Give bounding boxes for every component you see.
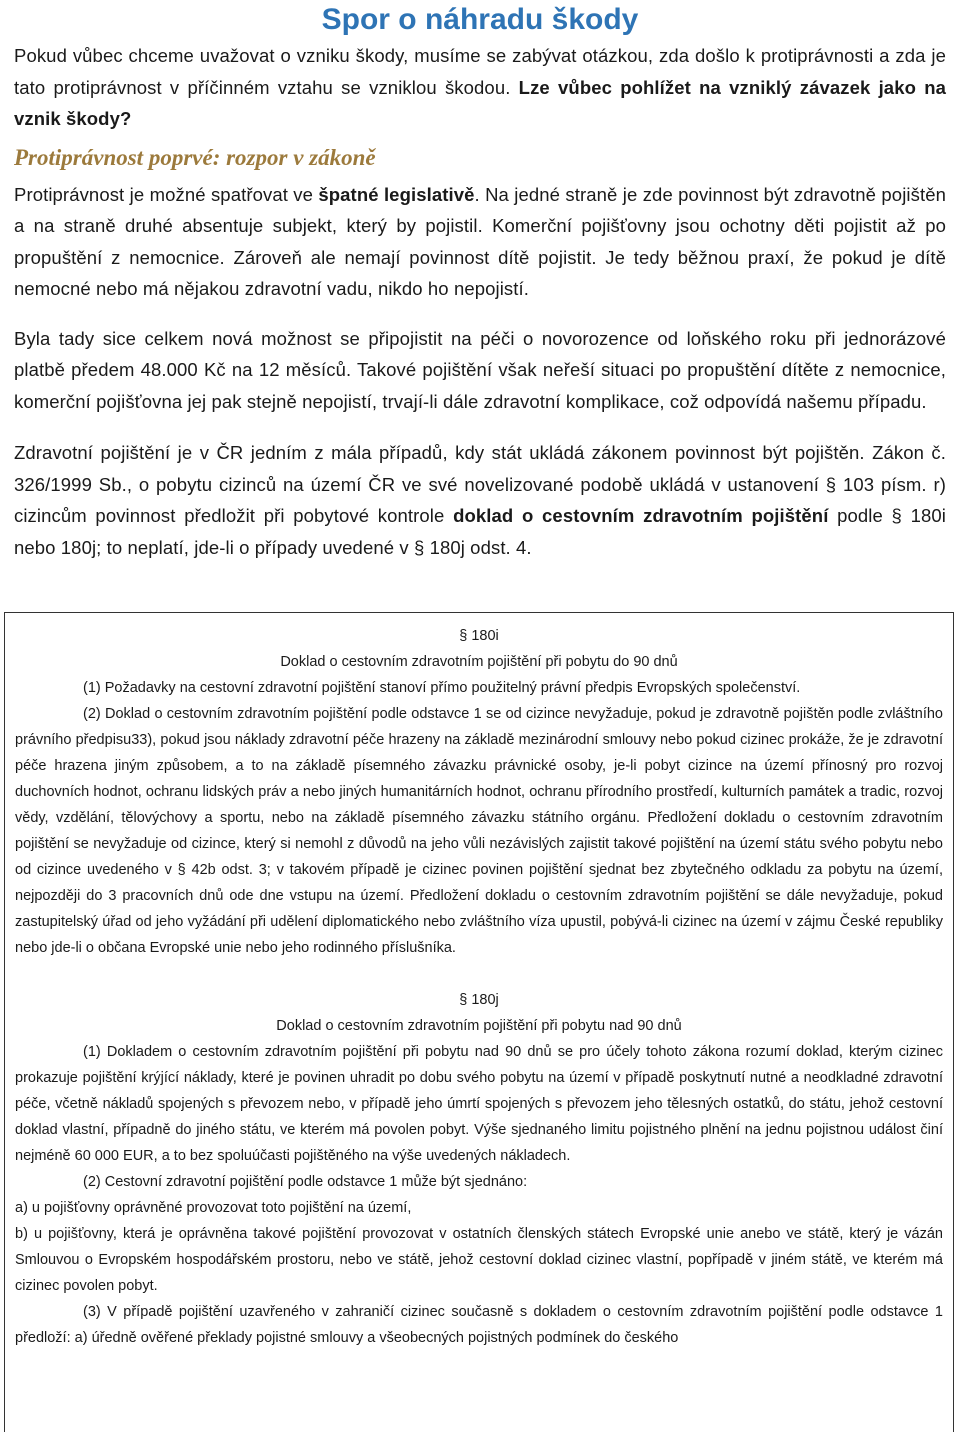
law-ref-part1: Zdravotní pojištění je v ČR jedním z mála případů, kdy stát ukládá zákonem povinnost být pojištěn. Zákon č. 326/1999 Sb., o pobytu cizinců na území ČR ve své novelizované podobě ukládá v ustanovení § 103 písm. r) cizincům povinnost předložit při pobytové kontrole	[14, 442, 946, 526]
section-180j-p1: (1) Dokladem o cestovním zdravotním pojištění při pobytu nad 90 dnů se pro účely tohoto zákona rozumí doklad, kterým cizinec prokazuje pojištění krýjící náklady, které je povinen uhradit po dobu svého pobytu na území v případě poskytnutí nutné a neodkladné zdravotní péče, včetně nákladů spojených s převozem nebo, v případě jeho úmrtí spojených s převozem jeho tělesných ostatků, do státu, jehož cestovní doklad vlastní, případně do jiného státu, ve kterém má povolen pobyt. Výše sjednaného limitu pojistného plnění na jednu pojistnou událost činí nejméně 60 000 EUR, a to bez spoluúčasti pojištěného na výše uvedených nákladech.	[15, 1044, 943, 1164]
document-page	[14, 0, 946, 563]
insurance-option-paragraph: Byla tady sice celkem nová možnost se připojistit na péči o novorozence od loňského roku při jednorázové platbě předem 48.000 Kč na 12 měsíců. Takové pojištění však neřeší situaci po propuštění dítěte z nemocnice, komerční pojišťovna jej pak stejně nepojistí, trvají-li dále zdravotní komplikace, což odpovídá našemu případu.	[14, 327, 946, 412]
section-180j-p3: (3) V případě pojištění uzavřeného v zahraničí cizinec současně s dokladem o cestovním zdravotním pojištění podle odstavce 1 předloží: a) úředně ověřené překlady pojistné smlouvy a všeobecných pojistných podmínek do českého	[15, 1304, 943, 1346]
intro-paragraph	[14, 40, 946, 135]
intro-question: Lze vůbec pohlížet na vzniklý závazek jako na vznik škody?	[14, 76, 946, 129]
section-180j-p2: (2) Cestovní zdravotní pojištění podle odstavce 1 může být sjednáno:	[83, 1174, 528, 1190]
law-excerpt-box	[4, 612, 954, 1432]
legislation-bold: špatné legislativě	[318, 183, 475, 205]
section-180j-heading: Doklad o cestovním zdravotním pojištění při pobytu nad 90 dnů	[276, 1018, 682, 1034]
section-180j-item-a: a) u pojišťovny oprávněné provozovat toto pojištění na území,	[15, 1200, 412, 1216]
law-ref-bold: doklad o cestovním zdravotním pojištění	[453, 505, 829, 526]
law-reference-paragraph	[14, 437, 946, 563]
page-title: Spor o náhradu škody	[321, 3, 639, 36]
legislation-lead: Protiprávnost je možné spatřovat ve	[14, 183, 319, 205]
intro-text: Pokud vůbec chceme uvažovat o vzniku škody, musíme se zabývat otázkou, zda došlo k protiprávnosti a zda je tato protiprávnost v příčinném vztahu se vzniklou škodou.	[14, 45, 946, 98]
section-180j-number: § 180j	[459, 992, 499, 1008]
law-ref-part2: podle § 180i nebo 180j; to neplatí, jde-li o případy uvedené v § 180j odst. 4.	[14, 505, 946, 558]
section-subheading: Protiprávnost poprvé: rozpor v zákoně	[14, 144, 376, 170]
section-180i-p1: (1) Požadavky na cestovní zdravotní pojištění stanoví přímo použitelný právní předpis Evropských společenství.	[83, 680, 801, 696]
legislation-rest: . Na jedné straně je zde povinnost být zdravotně pojištěn a na straně druhé absentuje subjekt, který by pojistil. Komerční pojišťovny jsou ochotny děti pojistit až po propuštění z nemocnice. Zároveň ale nemají povinnost dítě pojistit. Je tedy běžnou praxí, že pokud je dítě nemocné nebo má nějakou zdravotní vadu, nikdo ho nepojistí.	[14, 183, 946, 299]
section-180i-heading: Doklad o cestovním zdravotním pojištění při pobytu do 90 dnů	[280, 654, 678, 670]
section-180i-number: § 180i	[459, 628, 499, 644]
legislation-paragraph	[14, 179, 946, 305]
section-180i-p2: (2) Doklad o cestovním zdravotním pojištění podle odstavce 1 se od cizince nevyžaduje, pokud je zdravotně pojištěn podle zvláštního právního předpisu33), pokud jsou náklady zdravotní péče hrazeny na základě mezinárodní smlouvy nebo pokud cizinec prokáže, že je zdravotní péče hrazena jiným způsobem, a to na základě písemného závazku právnické osoby, je-li pobyt cizince na území přínosný pro rozvoj duchovních hodnot, ochranu lidských práv a nebo jiných humanitárních hodnot, ochranu přírodního prostředí, kulturních památek a tradic, rozvoj vědy, vzdělání, tělovýchovy a sportu, nebo na základě písemného závazku státního orgánu. Předložení dokladu o cestovním zdravotním pojištění se nevyžaduje od cizince, který si nemohl z důvodů na jeho vůli nezávislých zajistit takové pojištění na území státu svého pobytu nebo od cizince uvedeného v § 42b odst. 3; v takovém případě je cizinec povinen pojištění sjednat bez zbytečného odkladu za pobytu na území, nejpozději do 3 pracovních dnů ode dne vstupu na území. Předložení dokladu o cestovním zdravotním pojištění se dále nevyžaduje, pokud zastupitelský úřad od jeho vyžádání při udělení diplomatického nebo zvláštního víza upustil, pobývá-li cizinec na území v zájmu České republiky nebo jde-li o občana Evropské unie nebo jeho rodinného příslušníka.	[15, 706, 943, 956]
section-180j-item-b: b) u pojišťovny, která je oprávněna takové pojištění provozovat v ostatních členských státech Evropské unie anebo ve státě, který je vázán Smlouvou o Evropském hospodářském prostoru, nebo ve státě, jehož cestovní doklad cizinec vlastní, popřípadě v jiném státě, ve kterém má cizinec povolen pobyt.	[15, 1226, 943, 1294]
